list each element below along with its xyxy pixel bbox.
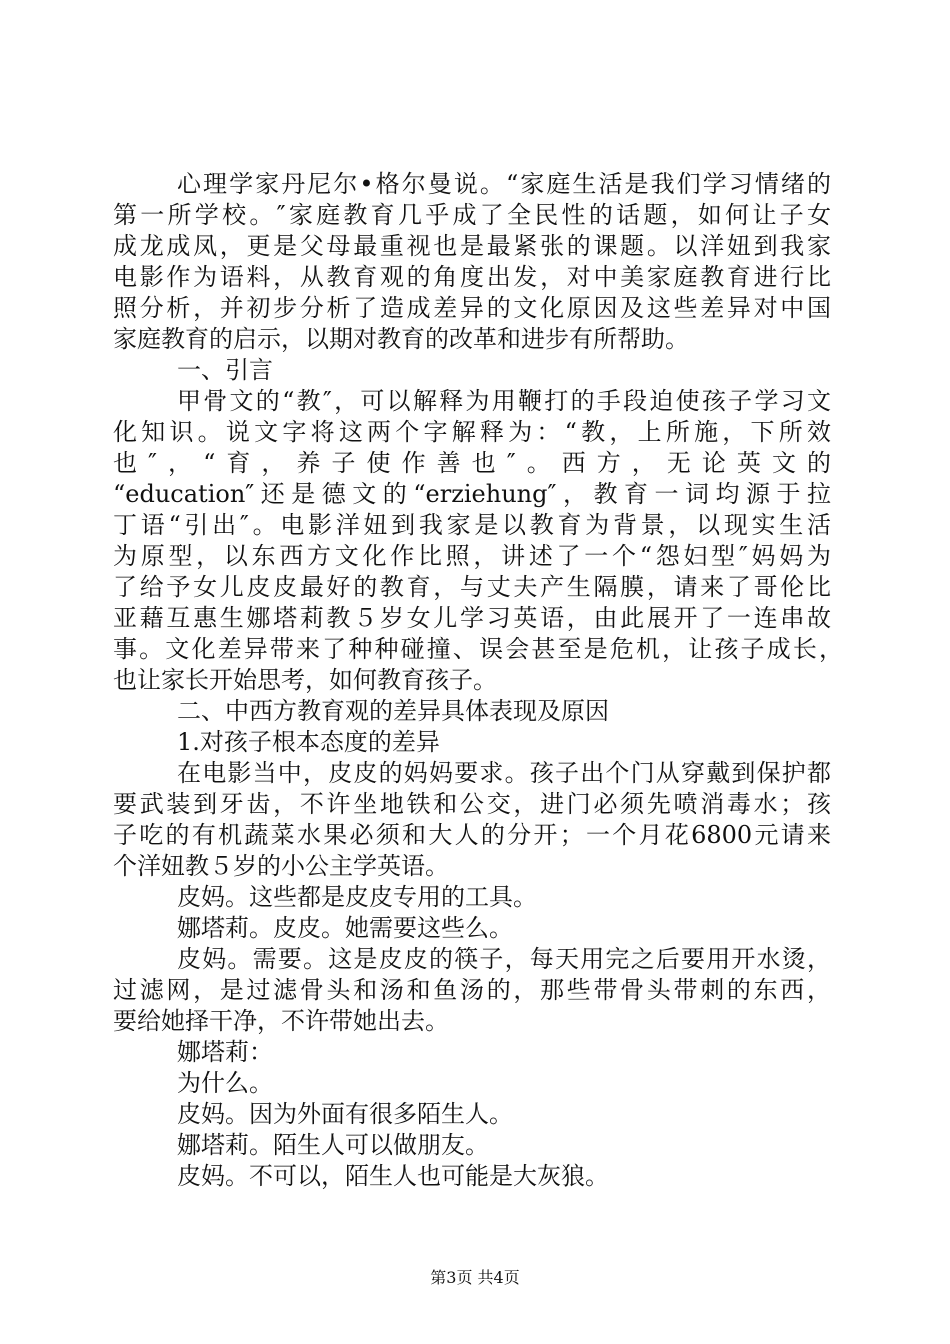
text-line — [0, 447, 950, 479]
text-line — [0, 1005, 950, 1037]
text-line — [0, 1129, 950, 1161]
text-line — [0, 199, 950, 231]
text-line-content: 家庭教育的启示，以期对教育的改革和进步有所帮助。 — [113, 325, 689, 353]
text-line-content: 第一所学校。″家庭教育几乎成了全民性的话题，如何让子女 — [113, 201, 831, 229]
text-line-content: 娜塔莉： — [177, 1038, 273, 1066]
text-line — [0, 509, 950, 541]
text-line-content: 娜塔莉。陌生人可以做朋友。 — [177, 1131, 489, 1159]
text-line — [0, 1160, 950, 1192]
text-line — [0, 571, 950, 603]
text-line-content: 皮妈。需要。这是皮皮的筷子，每天用完之后要用开水烫， — [177, 945, 831, 973]
text-line — [0, 881, 950, 913]
text-line-content: 要给她择干净，不许带她出去。 — [113, 1007, 449, 1035]
text-line — [0, 726, 950, 758]
text-line — [0, 602, 950, 634]
text-line — [0, 292, 950, 324]
text-line — [0, 478, 950, 510]
text-line — [0, 695, 950, 727]
text-line — [0, 168, 950, 200]
text-line — [0, 261, 950, 293]
text-line — [0, 323, 950, 355]
text-line-content: 亚藉互惠生娜塔莉教５岁女儿学习英语，由此展开了一连串故 — [113, 604, 831, 632]
text-line — [0, 943, 950, 975]
text-line — [0, 757, 950, 789]
text-line — [0, 912, 950, 944]
text-line-content: 心理学家丹尼尔•格尔曼说。“家庭生活是我们学习情绪的 — [177, 170, 831, 198]
text-line-content: 丁语“引出″。电影洋妞到我家是以教育为背景，以现实生活 — [113, 511, 831, 539]
text-line — [0, 540, 950, 572]
text-line-content: 为原型，以东西方文化作比照，讲述了一个“怨妇型″妈妈为 — [113, 542, 831, 570]
text-line-content: 照分析，并初步分析了造成差异的文化原因及这些差异对中国 — [113, 294, 831, 322]
text-line-content: 子吃的有机蔬菜水果必须和大人的分开；一个月花6800元请来 — [113, 821, 831, 849]
text-line-content: 也″，“育，养子使作善也″。西方，无论英文的 — [113, 449, 831, 477]
text-line-content: 一、引言 — [177, 356, 273, 384]
text-line-content: 个洋妞教５岁的小公主学英语。 — [113, 852, 449, 880]
text-line — [0, 385, 950, 417]
text-line — [0, 230, 950, 262]
text-line — [0, 819, 950, 851]
text-line-content: 成龙成凤，更是父母最重视也是最紧张的课题。以洋妞到我家 — [113, 232, 831, 260]
text-line-content: 皮妈。不可以，陌生人也可能是大灰狼。 — [177, 1162, 609, 1190]
text-line-content: “education″还是德文的“erziehung″，教育一词均源于拉 — [113, 480, 831, 508]
text-line — [0, 850, 950, 882]
text-line — [0, 1036, 950, 1068]
text-line-content: 娜塔莉。皮皮。她需要这些么。 — [177, 914, 513, 942]
text-line-content: 1.对孩子根本态度的差异 — [177, 728, 440, 756]
text-line-content: 甲骨文的“教″，可以解释为用鞭打的手段迫使孩子学习文 — [177, 387, 831, 415]
text-line — [0, 354, 950, 386]
text-line-content: 皮妈。因为外面有很多陌生人。 — [177, 1100, 513, 1128]
text-line — [0, 1098, 950, 1130]
text-line — [0, 633, 950, 665]
text-line — [0, 664, 950, 696]
text-line-content: 化知识。说文字将这两个字解释为：“教，上所施，下所效 — [113, 418, 831, 446]
text-line-content: 也让家长开始思考，如何教育孩子。 — [113, 666, 497, 694]
page-footer: 第3页 共4页 — [430, 1268, 520, 1287]
text-line-content: 过滤网，是过滤骨头和汤和鱼汤的，那些带骨头带刺的东西， — [113, 976, 831, 1004]
text-line-content: 二、中西方教育观的差异具体表现及原因 — [177, 697, 609, 725]
text-line-content: 为什么。 — [177, 1069, 273, 1097]
text-line — [0, 974, 950, 1006]
text-line — [0, 788, 950, 820]
text-line — [0, 416, 950, 448]
text-line-content: 电影作为语料，从教育观的角度出发，对中美家庭教育进行比 — [113, 263, 831, 291]
text-line-content: 了给予女儿皮皮最好的教育，与丈夫产生隔膜，请来了哥伦比 — [113, 573, 831, 601]
text-line — [0, 1067, 950, 1099]
text-line-content: 要武装到牙齿，不许坐地铁和公交，进门必须先喷消毒水；孩 — [113, 790, 831, 818]
text-line-content: 事。文化差异带来了种种碰撞、误会甚至是危机，让孩子成长， — [113, 635, 843, 663]
text-line-content: 在电影当中，皮皮的妈妈要求。孩子出个门从穿戴到保护都 — [177, 759, 831, 787]
text-line-content: 皮妈。这些都是皮皮专用的工具。 — [177, 883, 537, 911]
